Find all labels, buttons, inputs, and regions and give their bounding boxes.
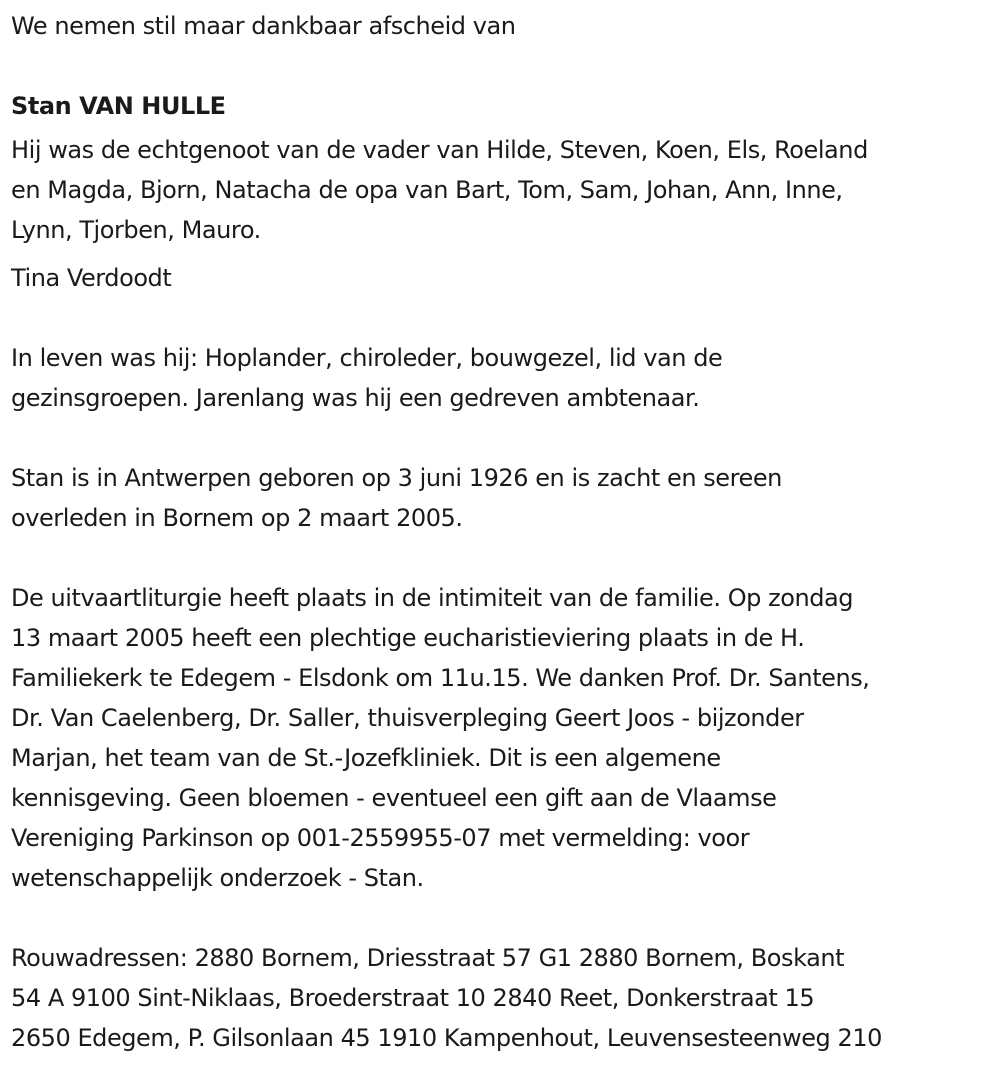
- family-line: Lynn, Tjorben, Mauro.: [11, 216, 261, 244]
- life-line: gezinsgroepen. Jarenlang was hij een gedreven ambtenaar.: [11, 384, 700, 412]
- funeral-line: Dr. Van Caelenberg, Dr. Saller, thuisverpleging Geert Joos - bijzonder: [11, 704, 804, 732]
- funeral-line: 13 maart 2005 heeft een plechtige eucharistieviering plaats in de H.: [11, 624, 805, 652]
- address-line: Rouwadressen: 2880 Bornem, Driesstraat 57 G1 2880 Bornem, Boskant: [11, 944, 845, 972]
- family-line: Hij was de echtgenoot van de vader van Hilde, Steven, Koen, Els, Roeland: [11, 136, 868, 164]
- birth-death-line: Stan is in Antwerpen geboren op 3 juni 1926 en is zacht en sereen: [11, 464, 782, 492]
- life-paragraph: [11, 338, 996, 418]
- funeral-line: Familiekerk te Edegem - Elsdonk om 11u.15. We danken Prof. Dr. Santens,: [11, 664, 870, 692]
- life-line: In leven was hij: Hoplander, chiroleder, bouwgezel, lid van de: [11, 344, 723, 372]
- address-line: 2650 Edegem, P. Gilsonlaan 45 1910 Kampenhout, Leuvensesteenweg 210: [11, 1024, 882, 1052]
- funeral-line: wetenschappelijk onderzoek - Stan.: [11, 864, 424, 892]
- obituary-text: [11, 0, 996, 1058]
- family-paragraph: [11, 130, 996, 250]
- family-line: en Magda, Bjorn, Natacha de opa van Bart, Tom, Sam, Johan, Ann, Inne,: [11, 176, 843, 204]
- spouse-paragraph: [11, 258, 996, 298]
- birth-death-line: overleden in Bornem op 2 maart 2005.: [11, 504, 463, 532]
- funeral-line: kennisgeving. Geen bloemen - eventueel een gift aan de Vlaamse: [11, 784, 777, 812]
- spouse-line: Tina Verdoodt: [11, 264, 172, 292]
- birth-death-paragraph: [11, 458, 996, 538]
- intro-line: We nemen stil maar dankbaar afscheid van: [11, 12, 516, 40]
- deceased-name: Stan VAN HULLE: [11, 92, 226, 120]
- addresses-paragraph: [11, 938, 996, 1058]
- funeral-paragraph: [11, 578, 996, 898]
- funeral-line: De uitvaartliturgie heeft plaats in de intimiteit van de familie. Op zondag: [11, 584, 854, 612]
- address-line: 54 A 9100 Sint-Niklaas, Broederstraat 10 2840 Reet, Donkerstraat 15: [11, 984, 815, 1012]
- funeral-line: Vereniging Parkinson op 001-2559955-07 met vermelding: voor: [11, 824, 750, 852]
- funeral-line: Marjan, het team van de St.-Jozefkliniek. Dit is een algemene: [11, 744, 721, 772]
